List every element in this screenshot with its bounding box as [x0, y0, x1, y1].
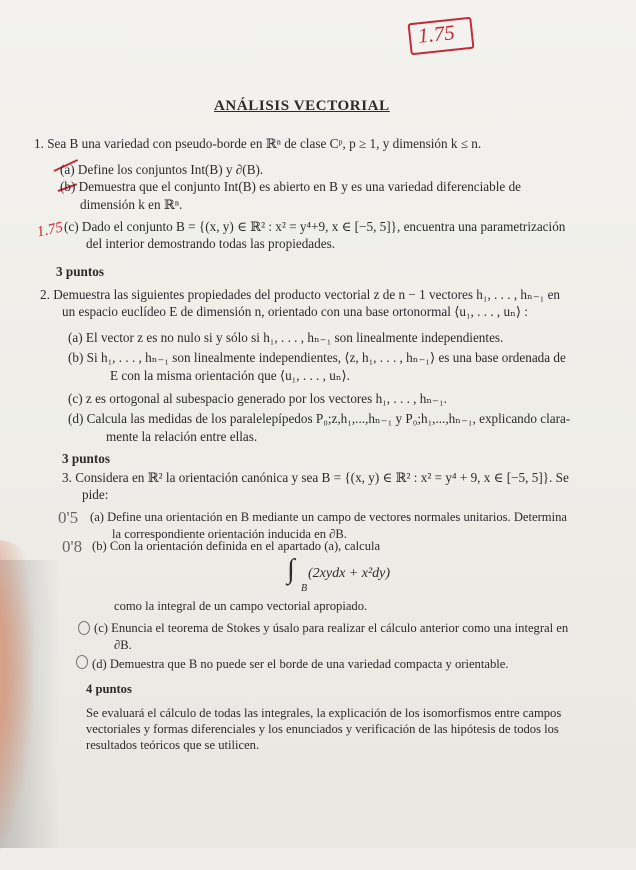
footer-line2: vectoriales y formas diferenciales y los enunciados y verificación de las hipótesis de todos los — [86, 722, 559, 736]
q2-d-line2: mente la relación entre ellas. — [106, 429, 258, 444]
q3-b: (b) Con la orientación definida en el apartado (a), calcula — [92, 539, 381, 553]
q3-d: (d) Demuestra que B no puede ser el borde de una variedad compacta y orientable. — [92, 657, 509, 671]
q3-c-line1: (c) Enuncia el teorema de Stokes y úsalo para realizar el cálculo anterior como una integral en — [94, 621, 569, 635]
grade-mark: 1.75 — [416, 20, 456, 48]
integral-expression: (2xydx + x²dy) — [308, 566, 391, 581]
q1-c-line2: del interior demostrando todas las propiedades. — [86, 236, 336, 251]
footer-line1: Se evaluará el cálculo de todas las integrales, la explicación de los isomorfismos entre campos — [86, 706, 562, 720]
thumb — [0, 540, 35, 870]
q3-c-line2: ∂B. — [114, 638, 132, 652]
q1-stem: 1. Sea B una variedad con pseudo-borde en ℝⁿ de clase Cᵖ, p ≥ 1, y dimensión k ≤ n. — [34, 136, 482, 151]
q1-points: 3 puntos — [56, 264, 105, 279]
q1-c-line1: (c) Dado el conjunto B = {(x, y) ∈ ℝ² : x² = y⁴+9, x ∈ [−5, 5]}, encuentra una parametrización — [64, 219, 566, 234]
q3-stem-line2: pide: — [82, 487, 109, 502]
q3-stem-line1: 3. Considera en ℝ² la orientación canónica y sea B = {(x, y) ∈ ℝ² : x² = y⁴ + 9, x ∈ [−5, 5]}. Se — [62, 470, 569, 485]
q2-c: (c) z es ortogonal al subespacio generado por los vectores h₁, . . . , hₙ₋₁. — [68, 391, 447, 406]
q2-a: (a) El vector z es no nulo si y sólo si h₁, . . . , hₙ₋₁ son linealmente independientes. — [68, 330, 504, 345]
q1-b-line2: dimensión k en ℝⁿ. — [80, 197, 183, 212]
q2-stem-line2: un espacio euclídeo E de dimensión n, orientado con una base ortonormal ⟨u₁, . . . , uₙ⟩ : — [62, 304, 528, 319]
integral-symbol: ∫ — [287, 554, 295, 585]
q3-a-line1: (a) Define una orientación en B mediante un campo de vectores normales unitarios. Determina — [90, 510, 567, 524]
q3-a-mark: 0'5 — [58, 508, 79, 527]
integral-sub: B — [301, 583, 308, 594]
q2-b-line2: E con la misma orientación que ⟨u₁, . . . , uₙ⟩. — [110, 368, 350, 383]
q2-stem-line1: 2. Demuestra las siguientes propiedades del producto vectorial z de n − 1 vectores h₁, . . . , hₙ₋₁ en — [40, 287, 561, 302]
q3-c-mark — [78, 621, 90, 635]
q2-b-line1: (b) Si h₁, . . . , hₙ₋₁ son linealmente independientes, ⟨z, h₁, . . . , hₙ₋₁⟩ es una base ordenada de — [68, 350, 566, 365]
q1-b-line1: (b) Demuestra que el conjunto Int(B) es abierto en B y es una variedad diferenciable de — [60, 179, 522, 194]
q3-a-line2: la correspondiente orientación inducida en ∂B. — [112, 527, 347, 541]
q3-b-mark: 0'8 — [62, 537, 83, 556]
q3-b-after: como la integral de un campo vectorial apropiado. — [114, 599, 368, 613]
q2-points: 3 puntos — [62, 451, 111, 466]
exam-title: ANÁLISIS VECTORIAL — [214, 98, 390, 114]
q3-d-mark — [76, 655, 88, 669]
q3-points: 4 puntos — [86, 682, 132, 696]
footer-line3: resultados teóricos que se utilicen. — [86, 738, 260, 752]
q2-d-line1: (d) Calcula las medidas de los paralelepípedos P₀;z,h₁,...,hₙ₋₁ y P₀;h₁,...,hₙ₋₁, explicando clara- — [68, 411, 571, 426]
q1-a: (a) Define los conjuntos Int(B) y ∂(B). — [60, 162, 264, 177]
q1-c-mark: 1.75 — [35, 219, 65, 241]
